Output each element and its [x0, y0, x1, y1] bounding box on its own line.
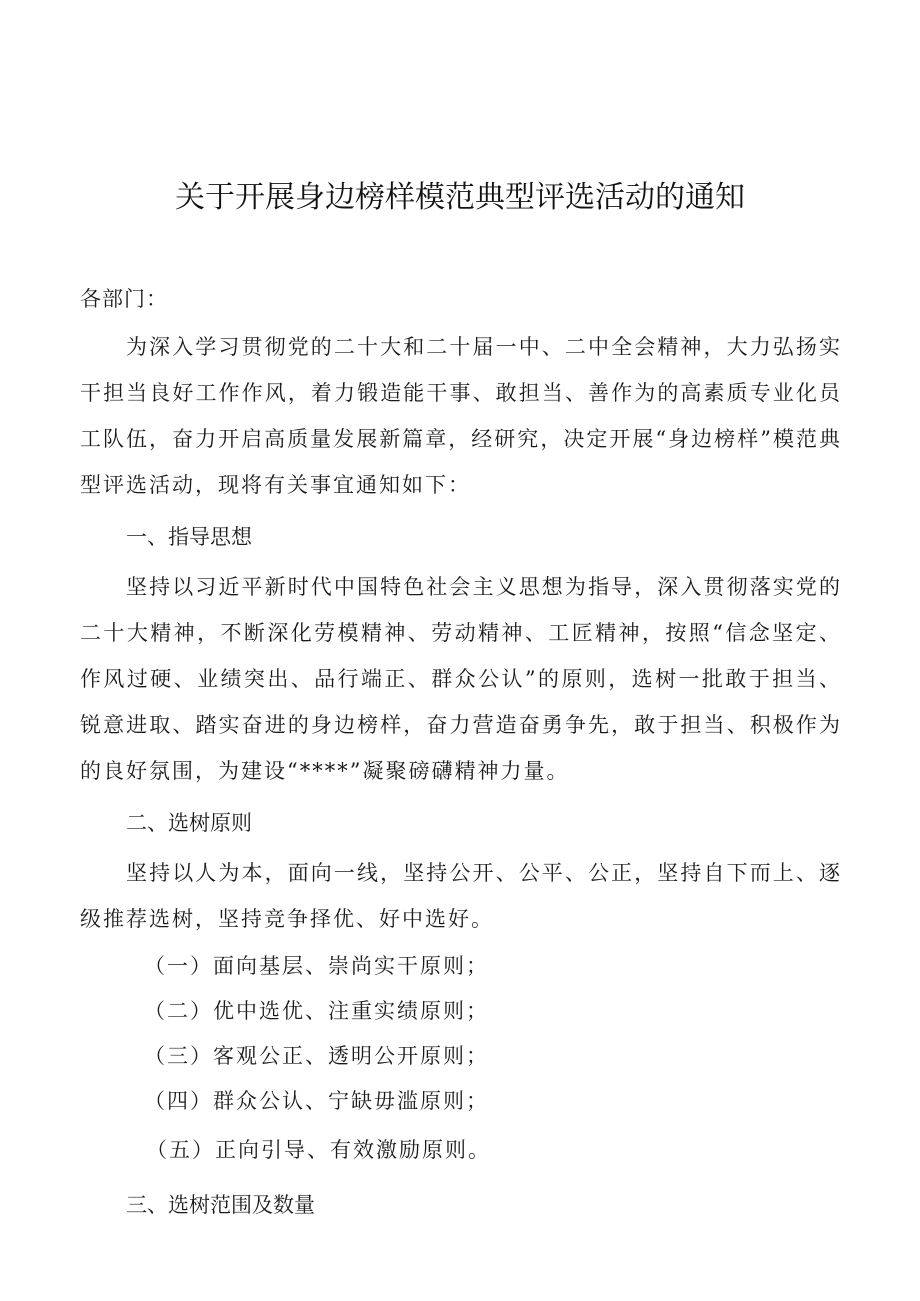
list-item: （四）群众公认、宁缺毋滥原则；	[144, 1089, 489, 1113]
intro-paragraph: 为深入学习贯彻党的二十大和二十届一中、二中全会精神，大力弘扬实干担当良好工作作风，着力锻造能干事、敢担当、善作为的高素质专业化员工队伍，奋力开启高质量发展新篇章，经研究，决定开展“身边榜样”模范典型评选活动，现将有关事宜通知如下：	[80, 335, 842, 497]
section-heading-guiding-ideology: 一、指导思想	[126, 525, 252, 549]
principles-list	[80, 944, 842, 1176]
section-body-principles: 坚持以人为本，面向一线，坚持公开、公平、公正，坚持自下而上、逐级推荐选树，坚持竞争择优、好中选好。	[80, 861, 842, 931]
section-body-guiding-ideology: 坚持以习近平新时代中国特色社会主义思想为指导，深入贯彻落实党的二十大精神，不断深化劳模精神、劳动精神、工匠精神，按照“信念坚定、作风过硬、业绩突出、品行端正、群众公认”的原则，选树一批敢于担当、锐意进取、踏实奋进的身边榜样，奋力营造奋勇争先，敢于担当、积极作为的良好氛围，为建设“****”凝聚磅礴精神力量。	[80, 575, 842, 783]
list-item: （三）客观公正、透明公开原则；	[144, 1044, 489, 1068]
section-heading-principles: 二、选树原则	[126, 811, 252, 835]
list-item: （五）正向引导、有效激励原则。	[146, 1138, 491, 1162]
document-body	[80, 276, 842, 1232]
salutation: 各部门：	[80, 287, 168, 311]
list-item: （一）面向基层、崇尚实干原则；	[144, 954, 489, 978]
section-heading-scope: 三、选树范围及数量	[126, 1193, 315, 1217]
document-title: 关于开展身边榜样模范典型评选活动的通知	[175, 180, 745, 215]
list-item: （二）优中选优、注重实绩原则；	[144, 999, 489, 1023]
